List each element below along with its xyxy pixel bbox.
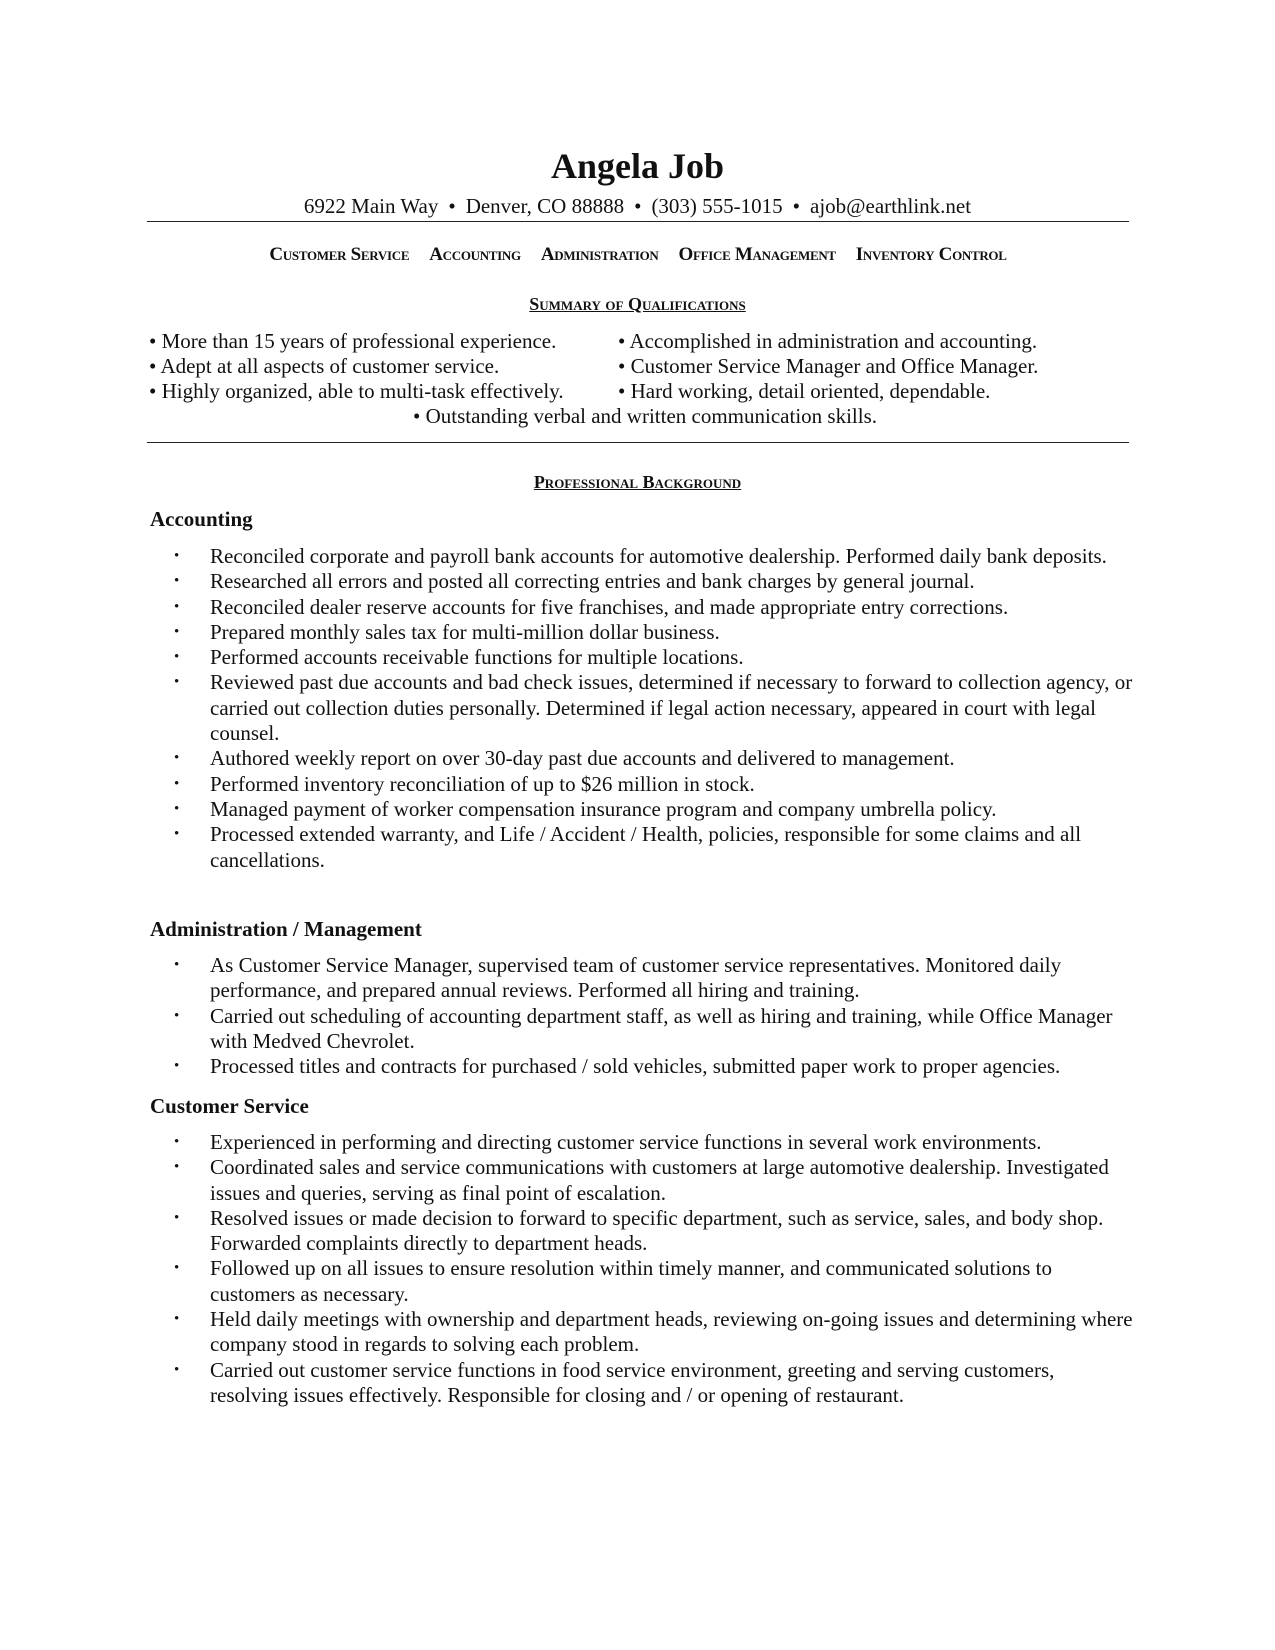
bullet: • [174,649,180,666]
section-heading-administration: Administration / Management [150,917,422,941]
bullet: • [174,750,180,767]
skill-item: Customer Service [269,244,410,265]
list-item: • Reconciled corporate and payroll bank accounts for automotive dealership. Performed daily bank deposits. [174,544,1107,568]
skill-item: Inventory Control [855,244,1007,265]
customer-service-list [150,1130,1135,1408]
address: 6922 Main Way [303,194,439,218]
summary-divider [147,442,1129,443]
list-item: • Reconciled dealer reserve accounts for five franchises, and made appropriate entry corrections. [174,594,1009,619]
skill-item: Accounting [429,244,521,265]
qualification-item: • Adept at all aspects of customer service. [149,354,500,378]
bullet: • [174,548,180,564]
bullet: • [174,1134,180,1150]
list-item: • Authored weekly report on over 30-day past due accounts and delivered to management. [174,746,955,771]
list-item: • Processed extended warranty, and Life / Accident / Health, policies, responsible for some claims and all cancellations. [174,822,1082,872]
skills-bar [147,243,1129,267]
bullet: • [174,674,180,691]
list-item: • Carried out scheduling of accounting department staff, as well as hiring and training, while Office Manager with Medved Chevrolet. [174,1003,1113,1053]
qualification-item: • More than 15 years of professional experience. [149,329,557,353]
bullet: • [174,623,180,640]
bullet: • [174,1007,180,1024]
bullet: • [174,1311,180,1328]
qualifications-row [147,379,1129,404]
list-item: • Prepared monthly sales tax for multi-million dollar business. [174,619,720,644]
city: Denver, CO 88888 [465,194,625,218]
qualification-item: • Hard working, detail oriented, dependable. [618,379,991,403]
qualifications-row [147,354,1129,379]
separator: • [448,194,456,218]
list-item: • Experienced in performing and directing customer service functions in several work environments. [174,1130,1042,1154]
bullet: • [174,957,180,973]
list-item: • Followed up on all issues to ensure resolution within timely manner, and communicated solutions to customers as necessary. [174,1256,1052,1306]
list-item: • Held daily meetings with ownership and department heads, reviewing on-going issues and determining where company stood in regards to solving each problem. [174,1307,1133,1357]
skill-item: Office Management [678,244,836,265]
phone: (303) 555-1015 [651,194,783,218]
email: ajob@earthlink.net [810,194,972,218]
bullet: • [174,1260,180,1277]
bullet: • [174,598,180,615]
qualifications-list [147,329,1129,429]
summary-title: Summary of Qualifications [529,294,746,314]
list-item: • Carried out customer service functions in food service environment, greeting and serving customers, resolving issues effectively. Responsible for closing and / or opening of restaurant. [174,1357,1055,1407]
bullet: • [174,1209,180,1226]
header-divider [147,221,1129,222]
qualifications-row [147,329,1129,354]
bullet: • [174,800,180,817]
section-heading-accounting: Accounting [150,507,253,531]
bullet: • [174,1058,180,1075]
qualification-item: • Highly organized, able to multi-task effectively. [149,379,564,403]
list-item: • As Customer Service Manager, supervised team of customer service representatives. Monitored daily performance, and prepared annual reviews. Performed all hiring and training. [174,953,1062,1003]
list-item: • Reviewed past due accounts and bad check issues, determined if necessary to forward to collection agency, or carried out collection duties personally. Determined if legal action necessary, appeared in court with legal counsel. [174,670,1133,746]
section-heading-customer-service: Customer Service [150,1094,309,1118]
list-item: • Researched all errors and posted all correcting entries and bank charges by general journal. [174,569,975,594]
bullet: • [174,1361,180,1378]
list-item: • Managed payment of worker compensation insurance program and company umbrella policy. [174,796,997,821]
qualification-item: • Customer Service Manager and Office Manager. [618,354,1039,378]
list-item: • Processed titles and contracts for purchased / sold vehicles, submitted paper work to proper agencies. [174,1054,1061,1079]
background-title: Professional Background [533,472,742,492]
candidate-name: Angela Job [550,146,725,186]
administration-list [150,953,1135,1079]
list-item: • Resolved issues or made decision to forward to specific department, such as service, sales, and body shop. Forwarded complaints directly to department heads. [174,1205,1104,1256]
qualification-item: • Accomplished in administration and accounting. [618,329,1038,353]
qualification-item: • Outstanding verbal and written communication skills. [412,404,878,428]
bullet: • [174,573,180,590]
list-item: • Performed accounts receivable functions for multiple locations. [174,645,744,670]
separator: • [634,194,642,218]
separator: • [792,194,801,218]
accounting-list [150,544,1135,873]
list-item: • Performed inventory reconciliation of up to $26 million in stock. [174,771,755,796]
list-item: • Coordinated sales and service communications with customers at large automotive dealership. Investigated issues and queries, serving as final point of escalation. [174,1155,1109,1205]
skill-item: Administration [540,244,659,265]
bullet: • [174,1159,180,1176]
bullet: • [174,826,180,843]
contact-line [0,193,1275,219]
bullet: • [174,775,180,792]
